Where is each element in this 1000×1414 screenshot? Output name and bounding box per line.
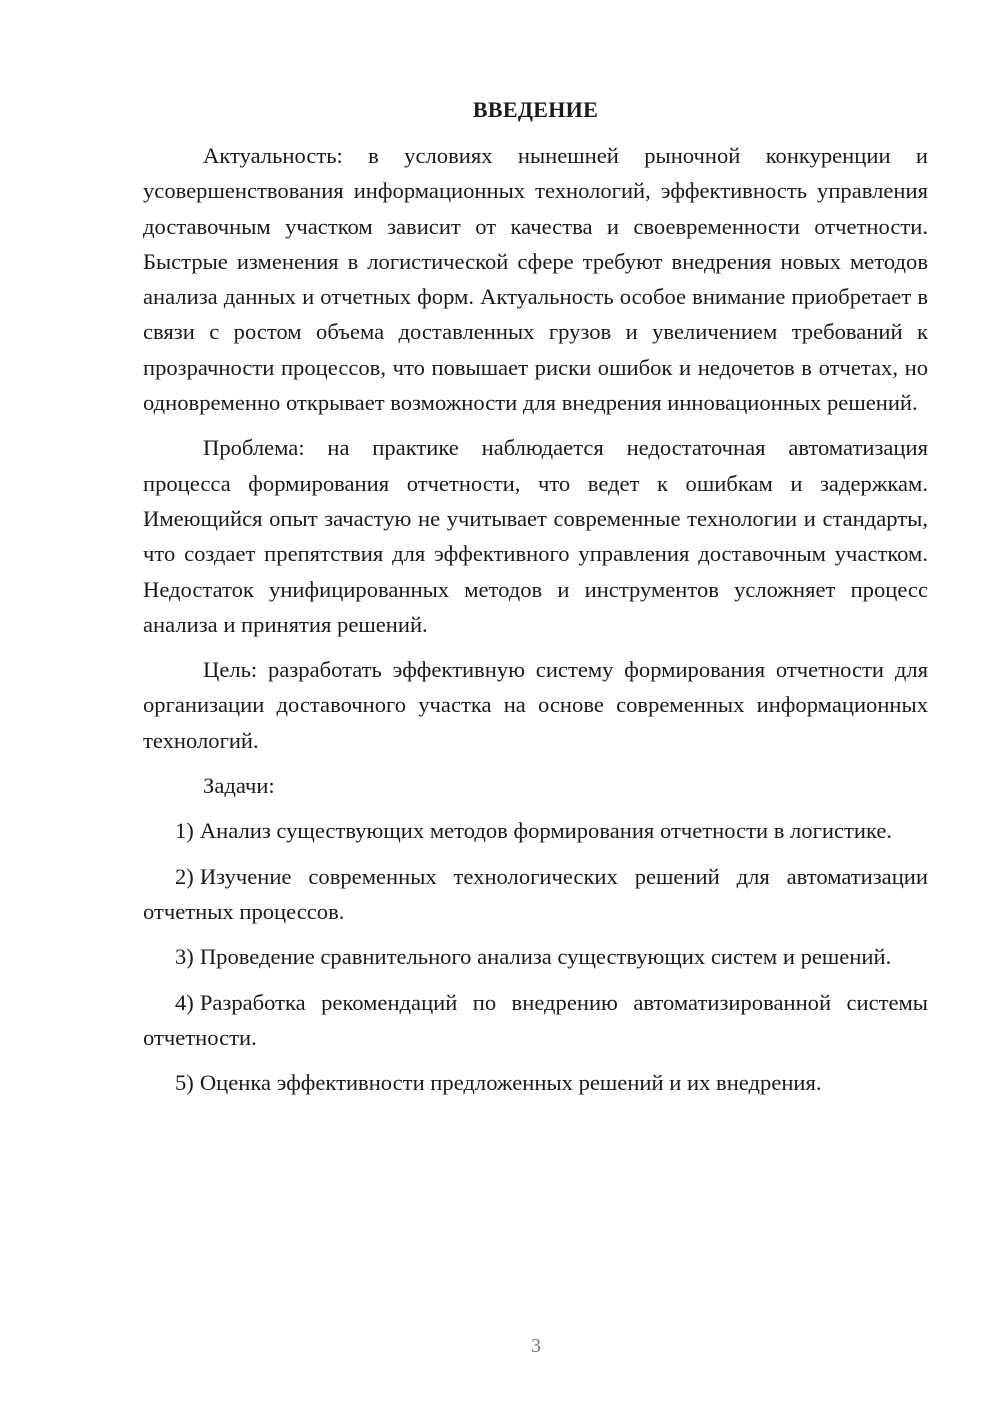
task-item — [143, 939, 928, 974]
task-item — [143, 985, 928, 1056]
task-text: Проведение сравнительного анализа существующих систем и решений. — [199, 944, 892, 970]
page-number: 3 — [531, 1335, 541, 1357]
task-item — [143, 813, 928, 848]
tasks-label: Задачи: — [203, 773, 275, 799]
section-heading: ВВЕДЕНИЕ — [472, 97, 599, 122]
task-item — [143, 1065, 928, 1100]
task-text: Изучение современных технологических решений для автоматизации отчетных процессов. — [143, 863, 928, 924]
relevance-paragraph: Актуальность: в условиях нынешней рыночной конкуренции и усовершенствования информационных технологий, эффективность управления доставочным участком зависит от качества и своевременности отчетности. Быстрые изменения в логистической сфере требуют внедрения новых методов анализа данных и отчетных форм. Актуальность особое внимание приобретает в связи с ростом объема доставленных грузов и увеличением требований к прозрачности процессов, что повышает риски ошибок и недочетов в отчетах, но одновременно открывает возможности для внедрения инновационных решений. — [143, 143, 928, 416]
task-item — [143, 859, 928, 930]
task-text: Разработка рекомендаций по внедрению автоматизированной системы отчетности. — [143, 989, 928, 1050]
tasks-list — [143, 813, 928, 1100]
task-number: 4) — [175, 989, 194, 1015]
task-number: 1) — [175, 818, 194, 844]
task-number: 5) — [175, 1070, 194, 1096]
page-content — [143, 95, 928, 1110]
task-number: 2) — [175, 863, 194, 889]
goal-paragraph: Цель: разработать эффективную систему формирования отчетности для организации доставочного участка на основе современных информационных технологий. — [143, 657, 928, 753]
task-text: Анализ существующих методов формирования отчетности в логистике. — [199, 818, 893, 844]
problem-paragraph: Проблема: на практике наблюдается недостаточная автоматизация процесса формирования отчетности, что ведет к ошибкам и задержкам. Имеющийся опыт зачастую не учитывает современные технологии и стандарты, что создает препятствия для эффективного управления доставочным участком. Недостаток унифицированных методов и инструментов усложняет процесс анализа и принятия решений. — [143, 435, 928, 637]
task-number: 3) — [175, 944, 194, 970]
task-text: Оценка эффективности предложенных решений и их внедрения. — [199, 1070, 822, 1096]
